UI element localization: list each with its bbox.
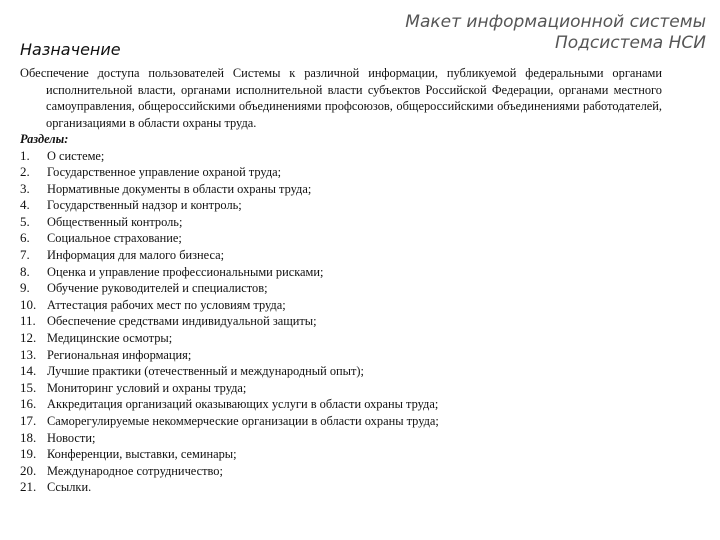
section-number: 21.	[20, 479, 37, 495]
section-label: Аккредитация организаций оказывающих услуги в области охраны труда;	[47, 397, 439, 412]
section-item	[20, 197, 662, 214]
section-label: Саморегулируемые некоммерческие организации в области охраны труда;	[47, 414, 439, 428]
section-item	[20, 380, 662, 397]
slide-title-line-2: Подсистема НСИ	[554, 33, 706, 53]
section-label: Информация для малого бизнеса;	[47, 248, 225, 263]
section-item	[20, 230, 662, 247]
document-body	[20, 65, 662, 496]
section-number: 20.	[20, 462, 37, 478]
section-label: Аттестация рабочих мест по условиям труда;	[47, 297, 286, 312]
section-label: Оценка и управление профессиональными рисками;	[47, 264, 324, 279]
section-label: Конференции, выставки, семинары;	[47, 447, 237, 462]
section-item	[20, 297, 662, 314]
section-number: 13.	[20, 346, 37, 362]
section-label: Общественный контроль;	[47, 214, 183, 229]
slide-title-line-1: Макет информационной системы	[405, 12, 706, 32]
section-number: 2.	[20, 164, 30, 180]
section-label: Государственное управление охраной труда;	[47, 165, 282, 180]
section-number: 15.	[20, 379, 37, 395]
section-number: 17.	[20, 413, 37, 428]
section-number: 16.	[20, 396, 37, 412]
section-label: Новости;	[47, 430, 96, 445]
section-item	[20, 148, 662, 165]
section-number: 9.	[20, 280, 30, 296]
section-item	[20, 446, 662, 463]
section-label: Нормативные документы в области охраны труда;	[47, 181, 312, 196]
section-label: Обеспечение средствами индивидуальной защиты;	[47, 314, 317, 329]
section-number: 8.	[20, 263, 30, 279]
section-label: Государственный надзор и контроль;	[47, 198, 242, 213]
section-item	[20, 330, 662, 347]
section-label: Региональная информация;	[47, 347, 192, 362]
section-label: Ссылки.	[47, 480, 92, 495]
section-label: Медицинские осмотры;	[47, 331, 173, 346]
section-item	[20, 363, 662, 380]
section-number: 3.	[20, 180, 30, 196]
section-number: 1.	[20, 147, 30, 163]
slide-title	[286, 12, 706, 54]
sections-list	[20, 148, 662, 496]
section-item	[20, 347, 662, 364]
section-label: Лучшие практики (отечественный и международный опыт);	[47, 364, 364, 379]
section-item	[20, 214, 662, 231]
section-item	[20, 264, 662, 281]
section-label: Обучение руководителей и специалистов;	[47, 281, 268, 296]
section-item	[20, 181, 662, 198]
section-item	[20, 396, 662, 413]
section-item	[20, 463, 662, 480]
section-number: 4.	[20, 197, 30, 213]
section-item	[20, 413, 662, 430]
section-item	[20, 430, 662, 447]
section-number: 14.	[20, 363, 37, 379]
section-item	[20, 164, 662, 181]
section-label: Международное сотрудничество;	[47, 463, 223, 478]
section-item	[20, 313, 662, 330]
section-label: Социальное страхование;	[47, 231, 182, 246]
section-number: 5.	[20, 213, 30, 229]
section-number: 11.	[20, 313, 36, 329]
intro-paragraph: Обеспечение доступа пользователей Системы к различной информации, публикуемой федеральными органами исполнительной власти, органами исполнительной власти субъектов Российской Федерации, органами местного самоуправления, общероссийскими объединениями профсоюзов, общероссийскими объединениями работодателей, организациями в области охраны труда.	[20, 66, 662, 130]
section-number: 19.	[20, 446, 37, 462]
section-item	[20, 280, 662, 297]
section-number: 6.	[20, 230, 30, 246]
section-label: Мониторинг условий и охраны труда;	[47, 380, 247, 395]
section-number: 18.	[20, 429, 37, 445]
section-number: 12.	[20, 330, 37, 346]
section-number: 10.	[20, 296, 37, 312]
section-number: 7.	[20, 247, 30, 263]
sections-label: Разделы:	[20, 132, 69, 146]
section-item	[20, 247, 662, 264]
section-item	[20, 479, 662, 496]
section-heading: Назначение	[20, 40, 121, 59]
section-label: О системе;	[47, 148, 105, 163]
